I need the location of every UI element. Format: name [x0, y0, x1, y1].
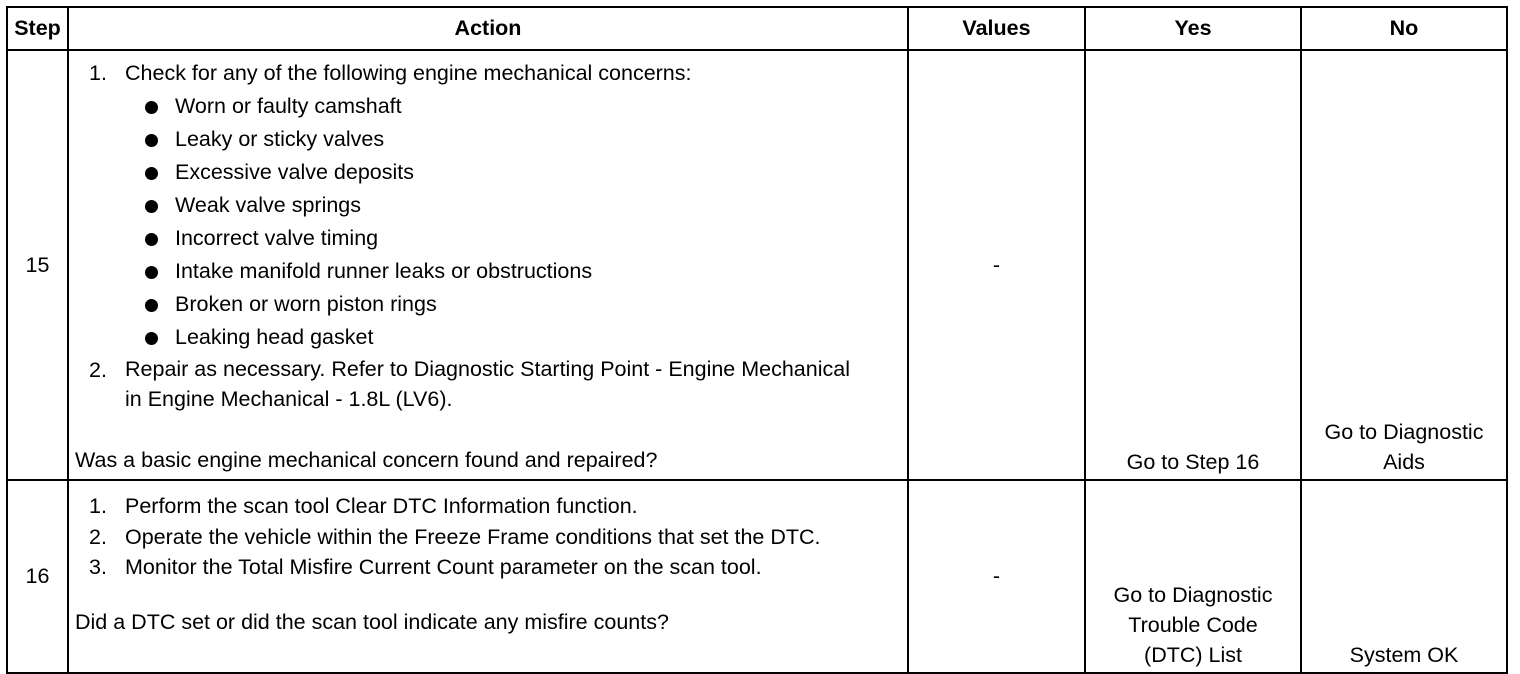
yes-text: Go to Step 16: [1126, 450, 1260, 474]
bullet-icon: [145, 266, 158, 279]
bullet-item: [75, 156, 901, 189]
yes-cell: [1085, 50, 1301, 480]
no-cell: [1301, 50, 1507, 480]
bullet-text: Leaky or sticky valves: [175, 127, 385, 151]
item-text: Perform the scan tool Clear DTC Information function.: [125, 494, 638, 518]
item-number: 1.: [89, 494, 107, 518]
item-number: 1.: [89, 61, 107, 85]
bullet-text: Intake manifold runner leaks or obstructions: [175, 259, 593, 283]
bullet-icon: [145, 299, 158, 312]
bullet-text: Leaking head gasket: [175, 325, 374, 349]
bullet-item: [75, 189, 901, 222]
list-item: [75, 57, 901, 90]
bullet-icon: [145, 167, 158, 180]
item-text: Repair as necessary. Refer to Diagnostic Starting Point - Engine Mechanical in Engine Mechanical - 1.8L (LV6).: [125, 357, 850, 411]
header-no: No: [1301, 7, 1507, 50]
bullet-icon: [145, 332, 158, 345]
bullet-item: [75, 321, 901, 354]
values-cell: -: [908, 480, 1085, 673]
table-row-step-16: [7, 480, 1507, 673]
list-item: [75, 552, 901, 583]
bullet-icon: [145, 101, 158, 114]
bullet-text: Incorrect valve timing: [175, 226, 379, 250]
question-text: Did a DTC set or did the scan tool indicate any misfire counts?: [75, 610, 669, 634]
item-number: 3.: [89, 555, 107, 579]
action-cell: [68, 480, 908, 673]
bullet-icon: [145, 134, 158, 147]
yes-text: Go to Diagnostic Trouble Code (DTC) List: [1113, 583, 1273, 667]
no-text: System OK: [1349, 643, 1459, 667]
item-text: Check for any of the following engine mechanical concerns:: [125, 61, 692, 85]
list-item: [75, 491, 901, 522]
bullet-item: [75, 90, 901, 123]
header-step: Step: [7, 7, 68, 50]
bullet-item: [75, 255, 901, 288]
bullet-item: [75, 123, 901, 156]
item-number: 2.: [89, 358, 107, 382]
question-text: Was a basic engine mechanical concern found and repaired?: [75, 448, 658, 472]
bullet-icon: [145, 233, 158, 246]
header-values: Values: [908, 7, 1085, 50]
bullet-item: [75, 288, 901, 321]
step-number: 15: [7, 50, 68, 480]
header-row: [7, 7, 1507, 50]
item-text: Monitor the Total Misfire Current Count parameter on the scan tool.: [125, 555, 762, 579]
item-number: 2.: [89, 525, 107, 549]
bullet-item: [75, 222, 901, 255]
no-text: Go to Diagnostic Aids: [1324, 420, 1484, 474]
list-item: [75, 522, 905, 552]
list-item: [75, 354, 855, 414]
values-cell: -: [908, 50, 1085, 480]
step-number: 16: [7, 480, 68, 673]
table-row-step-15: [7, 50, 1507, 480]
bullet-icon: [145, 200, 158, 213]
no-cell: [1301, 480, 1507, 673]
bullet-text: Weak valve springs: [175, 193, 362, 217]
action-cell: [68, 50, 908, 480]
bullet-text: Worn or faulty camshaft: [175, 94, 402, 118]
diagnostic-table: [6, 6, 1508, 674]
bullet-text: Excessive valve deposits: [175, 160, 414, 184]
item-text: Operate the vehicle within the Freeze Frame conditions that set the DTC.: [125, 525, 821, 549]
header-yes: Yes: [1085, 7, 1301, 50]
header-action: Action: [68, 7, 908, 50]
yes-cell: [1085, 480, 1301, 673]
bullet-text: Broken or worn piston rings: [175, 292, 437, 316]
